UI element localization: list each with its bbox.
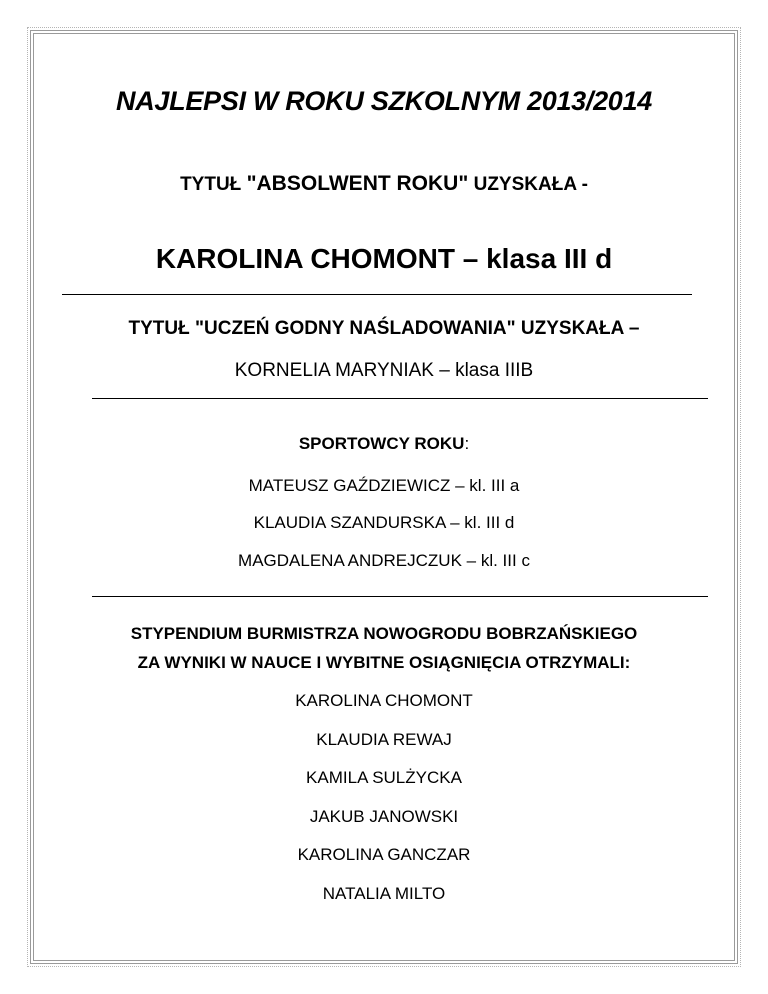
sport-heading-colon: : <box>464 434 470 453</box>
sport-heading-label: SPORTOWCY ROKU <box>298 434 465 453</box>
recipient-item: JAKUB JANOWSKI <box>309 806 459 826</box>
athlete-item: MATEUSZ GAŹDZIEWICZ – kl. III a <box>248 476 520 495</box>
sport-heading <box>0 434 768 454</box>
recipient-item: KAROLINA GANCZAR <box>297 845 471 864</box>
athlete-item: MAGDALENA ANDREJCZUK – kl. III c <box>238 551 530 570</box>
absolwent-prefix: TYTUŁ <box>180 174 247 195</box>
divider <box>62 294 692 295</box>
absolwent-award: "ABSOLWENT ROKU" <box>246 172 469 195</box>
stipend-heading-line1: STYPENDIUM BURMISTRZA NOWOGRODU BOBRZAŃSKIEGO <box>130 624 638 643</box>
divider <box>92 596 708 597</box>
divider <box>92 398 708 399</box>
recipient-item: KAROLINA CHOMONT <box>295 691 473 710</box>
absolwent-winner: KAROLINA CHOMONT – klasa III d <box>155 243 613 274</box>
recipient-list <box>0 689 768 920</box>
recipient-item: NATALIA MILTO <box>322 883 446 903</box>
stipend-heading-line2: ZA WYNIKI W NAUCE I WYBITNE OSIĄGNIĘCIA OTRZYMALI: <box>137 653 631 672</box>
absolwent-suffix: UZYSKAŁA - <box>468 174 588 195</box>
recipient-item: KLAUDIA REWAJ <box>316 729 452 749</box>
uczen-heading: TYTUŁ "UCZEŃ GODNY NAŚLADOWANIA" UZYSKAŁA – <box>128 318 640 339</box>
page-title: NAJLEPSI W ROKU SZKOLNYM 2013/2014 <box>116 86 652 116</box>
uczen-winner: KORNELIA MARYNIAK – klasa IIIB <box>234 360 534 381</box>
athlete-item: KLAUDIA SZANDURSKA – kl. III d <box>253 513 515 532</box>
absolwent-heading <box>0 172 768 196</box>
recipient-item: KAMILA SULŻYCKA <box>306 768 462 787</box>
